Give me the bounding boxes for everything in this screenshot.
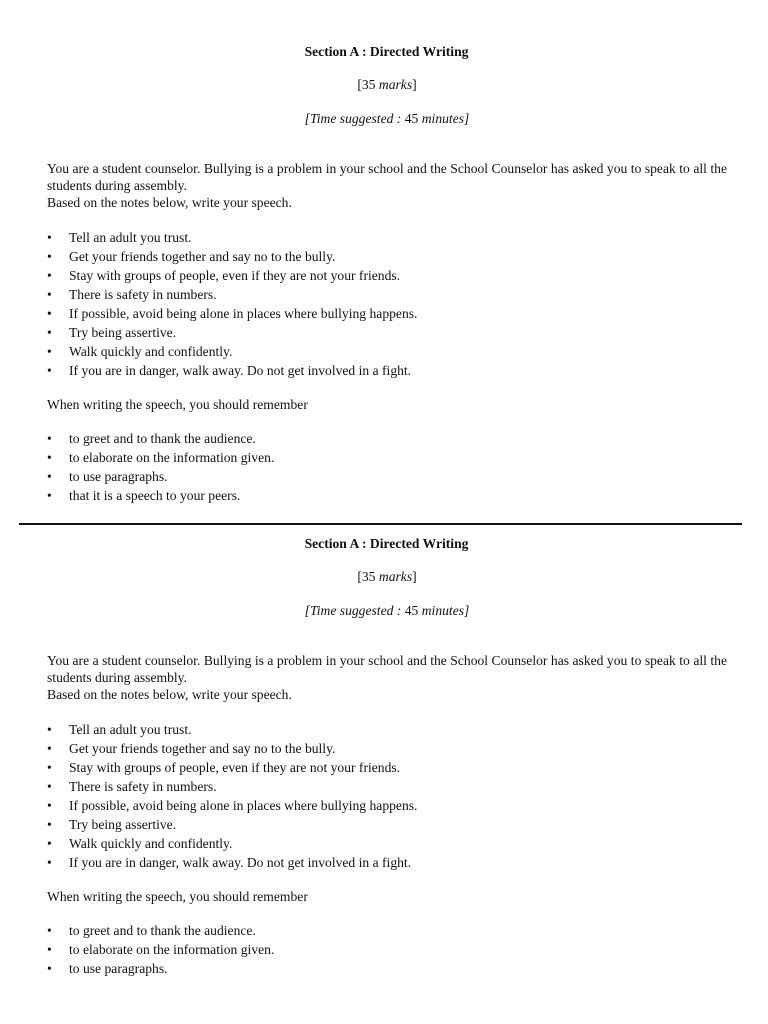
list-item (47, 266, 727, 285)
reminder-text: to elaborate on the information given. (69, 942, 275, 957)
note-text: Stay with groups of people, even if they are not your friends. (69, 760, 401, 775)
marks-open: [35 (357, 77, 379, 92)
list-item (47, 796, 727, 815)
list-item (47, 959, 727, 978)
note-text: Walk quickly and confidently. (69, 836, 233, 851)
reminder-text: to elaborate on the information given. (69, 450, 275, 465)
section-divider (19, 523, 742, 525)
bullet-icon: • (47, 942, 52, 957)
reminder-text: that it is a speech to your peers. (69, 488, 241, 503)
task-intro (47, 160, 727, 211)
marks-close: ] (412, 569, 417, 584)
reminder-text: to greet and to thank the audience. (69, 923, 256, 938)
list-item (47, 834, 727, 853)
bullet-icon: • (47, 779, 52, 794)
marks-close: ] (412, 77, 417, 92)
note-text: If possible, avoid being alone in places where bullying happens. (69, 306, 418, 321)
bullet-icon: • (47, 230, 52, 245)
time-open: [Time suggested : (304, 603, 405, 618)
bullet-icon: • (47, 268, 52, 283)
list-item (47, 304, 727, 323)
bullet-icon: • (47, 287, 52, 302)
bullet-icon: • (47, 798, 52, 813)
list-item (47, 228, 727, 247)
marks-line (47, 76, 727, 93)
note-text: Get your friends together and say no to the bully. (69, 741, 336, 756)
note-text: There is safety in numbers. (69, 779, 217, 794)
bullet-icon: • (47, 961, 52, 976)
list-item (47, 361, 727, 380)
note-text: Get your friends together and say no to the bully. (69, 249, 336, 264)
time-value: 45 (404, 111, 419, 126)
marks-open: [35 (357, 569, 379, 584)
time-suggested-line (47, 110, 727, 127)
note-text: There is safety in numbers. (69, 287, 217, 302)
reminder-text: to use paragraphs. (69, 469, 168, 484)
bullet-icon: • (47, 249, 52, 264)
remember-heading: When writing the speech, you should remember (47, 889, 308, 904)
bullet-icon: • (47, 488, 52, 503)
bullet-icon: • (47, 836, 52, 851)
bullet-icon: • (47, 855, 52, 870)
list-item (47, 448, 727, 467)
section-title: Section A : Directed Writing (304, 44, 469, 59)
remember-heading: When writing the speech, you should remember (47, 397, 308, 412)
bullet-icon: • (47, 306, 52, 321)
list-item (47, 853, 727, 872)
reminder-text: to greet and to thank the audience. (69, 431, 256, 446)
marks-word: marks (378, 77, 413, 92)
bullet-icon: • (47, 923, 52, 938)
notes-list (47, 228, 727, 380)
reminders-list (47, 429, 727, 505)
time-suggested-line (47, 602, 727, 619)
bullet-icon: • (47, 325, 52, 340)
note-text: Try being assertive. (69, 325, 177, 340)
time-open: [Time suggested : (304, 111, 405, 126)
intro-paragraph: You are a student counselor. Bullying is a problem in your school and the School Counselor has asked you to speak to all the students during assembly. (47, 653, 727, 685)
intro-instruction: Based on the notes below, write your speech. (47, 195, 292, 210)
list-item (47, 815, 727, 834)
bullet-icon: • (47, 817, 52, 832)
list-item (47, 777, 727, 796)
intro-instruction: Based on the notes below, write your speech. (47, 687, 292, 702)
list-item (47, 323, 727, 342)
list-item (47, 720, 727, 739)
section-block-1 (47, 43, 727, 505)
marks-line (47, 568, 727, 585)
bullet-icon: • (47, 431, 52, 446)
intro-paragraph: You are a student counselor. Bullying is a problem in your school and the School Counselor has asked you to speak to all the students during assembly. (47, 161, 727, 193)
list-item (47, 739, 727, 758)
note-text: If you are in danger, walk away. Do not get involved in a fight. (69, 855, 412, 870)
list-item (47, 921, 727, 940)
note-text: Tell an adult you trust. (69, 230, 192, 245)
note-text: If possible, avoid being alone in places where bullying happens. (69, 798, 418, 813)
section-title: Section A : Directed Writing (304, 536, 469, 551)
bullet-icon: • (47, 722, 52, 737)
notes-list (47, 720, 727, 872)
note-text: Tell an adult you trust. (69, 722, 192, 737)
bullet-icon: • (47, 469, 52, 484)
list-item (47, 342, 727, 361)
bullet-icon: • (47, 363, 52, 378)
time-unit: minutes] (418, 603, 470, 618)
time-value: 45 (404, 603, 419, 618)
note-text: Try being assertive. (69, 817, 177, 832)
list-item (47, 285, 727, 304)
time-unit: minutes] (418, 111, 470, 126)
list-item (47, 467, 727, 486)
list-item (47, 429, 727, 448)
reminder-text: to use paragraphs. (69, 961, 168, 976)
note-text: Walk quickly and confidently. (69, 344, 233, 359)
list-item (47, 486, 727, 505)
list-item (47, 758, 727, 777)
bullet-icon: • (47, 344, 52, 359)
list-item (47, 247, 727, 266)
bullet-icon: • (47, 741, 52, 756)
marks-word: marks (378, 569, 413, 584)
note-text: If you are in danger, walk away. Do not get involved in a fight. (69, 363, 412, 378)
section-block-2 (47, 535, 727, 978)
task-intro (47, 652, 727, 703)
reminders-list (47, 921, 727, 978)
bullet-icon: • (47, 760, 52, 775)
bullet-icon: • (47, 450, 52, 465)
list-item (47, 940, 727, 959)
note-text: Stay with groups of people, even if they are not your friends. (69, 268, 401, 283)
